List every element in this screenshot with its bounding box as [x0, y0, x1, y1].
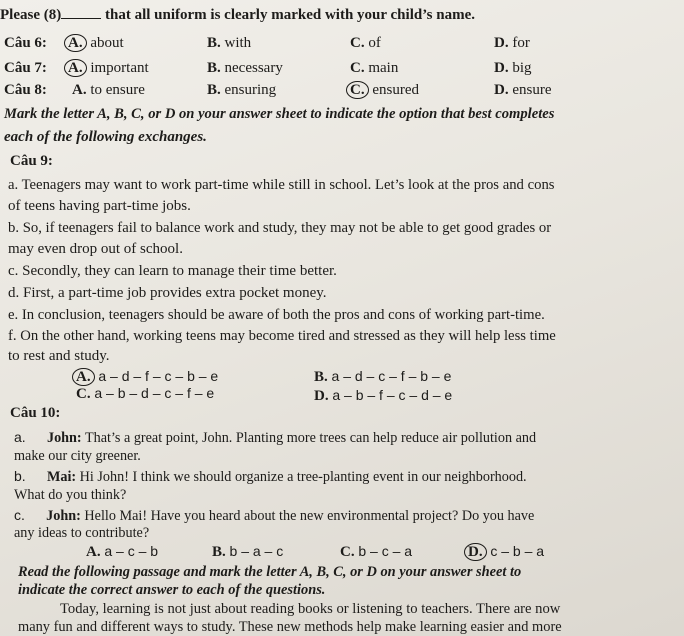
q9-line-d: d. First, a part-time job provides extra pocket money. — [8, 285, 327, 301]
question-7-label: Câu 7: — [4, 60, 47, 76]
q10-item-b-speaker: Mai: — [46, 469, 77, 485]
q10-option-d-text: c – b – a — [490, 543, 545, 559]
q6-option-d[interactable] — [494, 34, 530, 52]
q10-option-a-text: a – c – b — [104, 543, 159, 559]
q9-line-b-cont: may even drop out of school. — [8, 241, 183, 257]
q9-option-b[interactable] — [314, 367, 451, 386]
q10-item-b-text: Hi John! I think we should organize a tree-planting event in our neighborhood. — [79, 469, 527, 485]
intro-line — [0, 6, 475, 24]
q6-option-b[interactable] — [207, 34, 251, 52]
q9-option-b-letter: B. — [314, 369, 328, 385]
q7-option-c[interactable] — [350, 59, 398, 77]
q7-option-c-text: main — [368, 60, 399, 76]
q6-option-d-letter: D. — [494, 35, 509, 51]
q9-line-f-cont: to rest and study. — [8, 348, 110, 364]
q9-option-d-letter: D. — [314, 388, 329, 404]
q10-item-a-tag: a. — [14, 429, 26, 445]
intro-prefix: Please (8) — [0, 7, 62, 23]
q6-option-c-letter: C. — [350, 35, 365, 51]
q7-option-d[interactable] — [494, 59, 532, 77]
q10-option-b-text: b – a – c — [229, 543, 284, 559]
q8-option-d-letter: D. — [494, 82, 509, 98]
q7-option-a-letter: A. — [64, 59, 87, 77]
q10-item-c-cont: any ideas to contribute? — [14, 525, 150, 541]
q7-option-b-letter: B. — [207, 60, 221, 76]
q7-option-c-letter: C. — [350, 60, 365, 76]
q10-item-a — [14, 428, 536, 447]
q8-option-b[interactable] — [207, 81, 276, 99]
q9-line-e: e. In conclusion, teenagers should be aware of both the pros and cons of working part-time. — [8, 307, 545, 323]
q9-option-c[interactable] — [76, 384, 214, 403]
question-9-label: Câu 9: — [10, 153, 53, 169]
q10-option-b[interactable] — [212, 542, 283, 561]
q6-option-c-text: of — [368, 35, 381, 51]
q9-option-a-letter: A. — [72, 368, 95, 386]
q10-option-a[interactable] — [86, 542, 158, 561]
q7-option-d-letter: D. — [494, 60, 509, 76]
q10-item-c — [14, 506, 534, 525]
q7-option-b-text: necessary — [224, 60, 283, 76]
q10-item-b-tag: b. — [14, 468, 26, 484]
q6-option-a-text: about — [90, 35, 124, 51]
q10-option-d[interactable] — [468, 542, 544, 561]
q9-line-b: b. So, if teenagers fail to balance work and study, they may not be able to get good grades or — [8, 220, 552, 236]
q8-option-c[interactable] — [350, 81, 419, 99]
q6-option-c[interactable] — [350, 34, 381, 52]
q8-option-d[interactable] — [494, 81, 552, 99]
instruction-2-line-1: Read the following passage and mark the letter A, B, C, or D on your answer sheet to — [18, 564, 522, 580]
q10-option-c-text: b – c – a — [358, 543, 413, 559]
q10-item-b — [14, 467, 527, 486]
q10-item-a-speaker: John: — [46, 430, 82, 446]
q7-option-b[interactable] — [207, 59, 283, 77]
q10-item-c-text: Hello Mai! Have you heard about the new environmental project? Do you have — [84, 508, 535, 524]
q8-option-b-letter: B. — [207, 82, 221, 98]
passage-line-2: many fun and different ways to study. These new methods help make learning easier and more — [18, 619, 562, 635]
q10-option-d-letter: D. — [464, 543, 487, 561]
q10-option-c-letter: C. — [340, 544, 355, 560]
q8-option-a[interactable] — [72, 81, 145, 99]
q7-option-a[interactable] — [68, 59, 149, 77]
q6-option-a-letter: A. — [64, 34, 87, 52]
question-8-label: Câu 8: — [4, 82, 47, 98]
q10-option-b-letter: B. — [212, 544, 226, 560]
q8-option-c-text: ensured — [372, 82, 419, 98]
q9-line-f: f. On the other hand, working teens may become tired and stressed as they will help less time — [8, 328, 556, 344]
q9-option-c-text: a – b – d – c – f – e — [94, 385, 215, 401]
q10-item-b-cont: What do you think? — [14, 487, 127, 503]
q6-option-b-text: with — [224, 35, 252, 51]
q7-option-d-text: big — [512, 60, 532, 76]
q9-option-b-text: a – d – c – f – b – e — [331, 368, 452, 384]
q9-option-c-letter: C. — [76, 386, 91, 402]
q10-item-a-cont: make our city greener. — [14, 448, 141, 464]
q9-option-d[interactable] — [314, 386, 452, 405]
q6-option-a[interactable] — [68, 34, 124, 52]
passage-line-1: Today, learning is not just about reading books or listening to teachers. There are now — [60, 601, 561, 617]
q7-option-a-text: important — [90, 60, 149, 76]
q10-option-c[interactable] — [340, 542, 412, 561]
q10-item-c-tag: c. — [14, 507, 25, 523]
question-10-label: Câu 10: — [10, 405, 61, 421]
q9-line-a: a. Teenagers may want to work part-time while still in school. Let’s look at the pros and cons — [8, 177, 555, 193]
instruction-line-2: each of the following exchanges. — [4, 129, 207, 145]
q6-option-d-text: for — [512, 35, 530, 51]
q9-line-a-cont: of teens having part-time jobs. — [8, 198, 191, 214]
q10-item-a-text: That’s a great point, John. Planting more trees can help reduce air pollution and — [84, 430, 537, 446]
q9-line-c: c. Secondly, they can learn to manage their time better. — [8, 263, 337, 279]
instruction-line-1: Mark the letter A, B, C, or D on your answer sheet to indicate the option that best completes — [4, 106, 555, 122]
q8-option-b-text: ensuring — [224, 82, 277, 98]
q10-item-c-speaker: John: — [46, 508, 81, 524]
question-6-label: Câu 6: — [4, 35, 47, 51]
q9-option-d-text: a – b – f – c – d – e — [332, 387, 453, 403]
q8-option-a-letter: A. — [72, 82, 87, 98]
answer-blank — [61, 6, 101, 19]
q8-option-c-letter: C. — [346, 81, 369, 99]
q8-option-a-text: to ensure — [90, 82, 145, 98]
intro-suffix: that all uniform is clearly marked with your child’s name. — [104, 7, 475, 23]
instruction-2-line-2: indicate the correct answer to each of the questions. — [18, 582, 326, 598]
q6-option-b-letter: B. — [207, 35, 221, 51]
q9-option-a-text: a – d – f – c – b – e — [98, 368, 219, 384]
q8-option-d-text: ensure — [512, 82, 552, 98]
q10-option-a-letter: A. — [86, 544, 101, 560]
